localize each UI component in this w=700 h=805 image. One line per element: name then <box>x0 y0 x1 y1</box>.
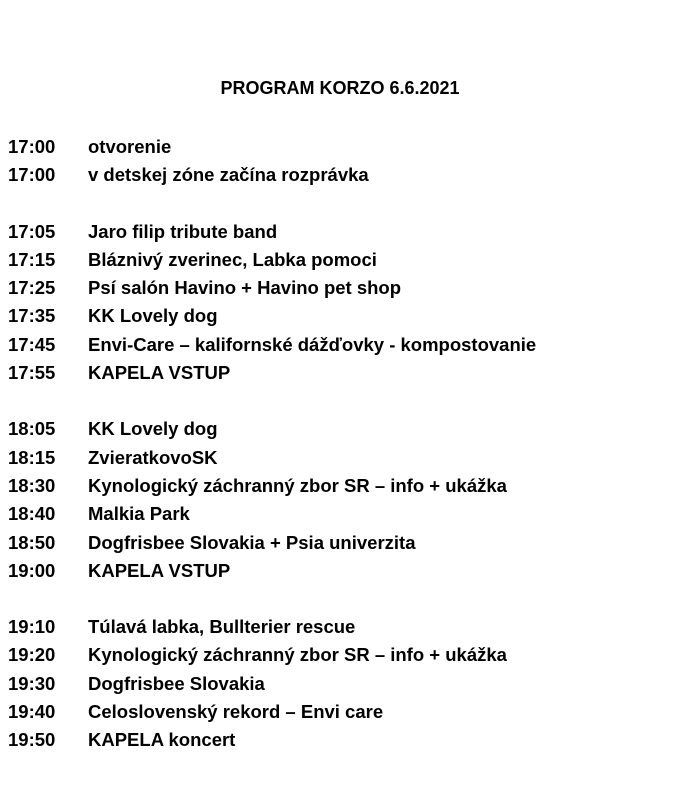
schedule-event: Malkia Park <box>88 503 190 525</box>
schedule-time: 18:15 <box>8 446 56 468</box>
document-title: PROGRAM KORZO 6.6.2021 <box>220 78 460 98</box>
schedule-event: ZvieratkovoSK <box>88 446 218 468</box>
schedule <box>8 133 688 783</box>
schedule-row <box>8 529 688 557</box>
schedule-time: 19:50 <box>8 729 56 751</box>
schedule-row <box>8 274 688 302</box>
schedule-time: 19:00 <box>8 559 56 581</box>
schedule-time: 17:25 <box>8 277 56 299</box>
schedule-event: Kynologický záchranný zbor SR – info + ukážka <box>88 644 507 666</box>
schedule-row <box>8 444 688 472</box>
schedule-event: KK Lovely dog <box>88 305 218 327</box>
schedule-row <box>8 302 688 330</box>
schedule-time: 18:05 <box>8 418 56 440</box>
schedule-event: Envi-Care – kalifornské dážďovky - kompostovanie <box>88 333 537 355</box>
schedule-block-18h <box>8 415 688 585</box>
schedule-row <box>8 472 688 500</box>
schedule-event: Dogfrisbee Slovakia <box>88 672 265 694</box>
schedule-time: 17:15 <box>8 248 56 270</box>
schedule-time: 17:55 <box>8 362 56 384</box>
schedule-row <box>8 218 688 246</box>
schedule-time: 17:35 <box>8 305 56 327</box>
schedule-time: 19:10 <box>8 616 56 638</box>
schedule-row <box>8 359 688 387</box>
schedule-row <box>8 726 688 754</box>
schedule-row <box>8 613 688 641</box>
schedule-event: KK Lovely dog <box>88 418 218 440</box>
schedule-event: Kynologický záchranný zbor SR – info + ukážka <box>88 474 507 496</box>
schedule-row <box>8 246 688 274</box>
schedule-block-19h <box>8 613 688 754</box>
schedule-time: 19:30 <box>8 672 56 694</box>
schedule-row <box>8 415 688 443</box>
schedule-row <box>8 557 688 585</box>
schedule-row <box>8 331 688 359</box>
schedule-block-17h <box>8 218 688 388</box>
schedule-time: 19:20 <box>8 644 56 666</box>
schedule-event: Psí salón Havino + Havino pet shop <box>88 277 402 299</box>
schedule-time: 19:40 <box>8 701 56 723</box>
schedule-time: 17:05 <box>8 220 56 242</box>
schedule-time: 18:40 <box>8 503 56 525</box>
schedule-block-opening <box>8 133 688 190</box>
schedule-event: otvorenie <box>88 136 172 157</box>
schedule-event: v detskej zóne začína rozprávka <box>88 164 369 186</box>
schedule-row <box>8 500 688 528</box>
schedule-event: Jaro filip tribute band <box>88 220 278 242</box>
schedule-event: Celoslovenský rekord – Envi care <box>88 701 384 723</box>
schedule-event: Bláznivý zverinec, Labka pomoci <box>88 248 377 270</box>
schedule-time: 17:45 <box>8 333 56 355</box>
schedule-row <box>8 161 688 189</box>
schedule-row <box>8 698 688 726</box>
schedule-time: 18:50 <box>8 531 56 553</box>
schedule-time: 17:00 <box>8 164 56 186</box>
schedule-time: 18:30 <box>8 474 56 496</box>
schedule-row <box>8 133 688 161</box>
schedule-row <box>8 670 688 698</box>
schedule-time: 17:00 <box>8 136 56 157</box>
schedule-event: KAPELA koncert <box>88 729 236 751</box>
schedule-row <box>8 641 688 669</box>
schedule-event: KAPELA VSTUP <box>88 362 231 384</box>
schedule-event: KAPELA VSTUP <box>88 559 231 581</box>
schedule-event: Dogfrisbee Slovakia + Psia univerzita <box>88 531 416 553</box>
schedule-event: Túlavá labka, Bullterier rescue <box>88 616 356 638</box>
